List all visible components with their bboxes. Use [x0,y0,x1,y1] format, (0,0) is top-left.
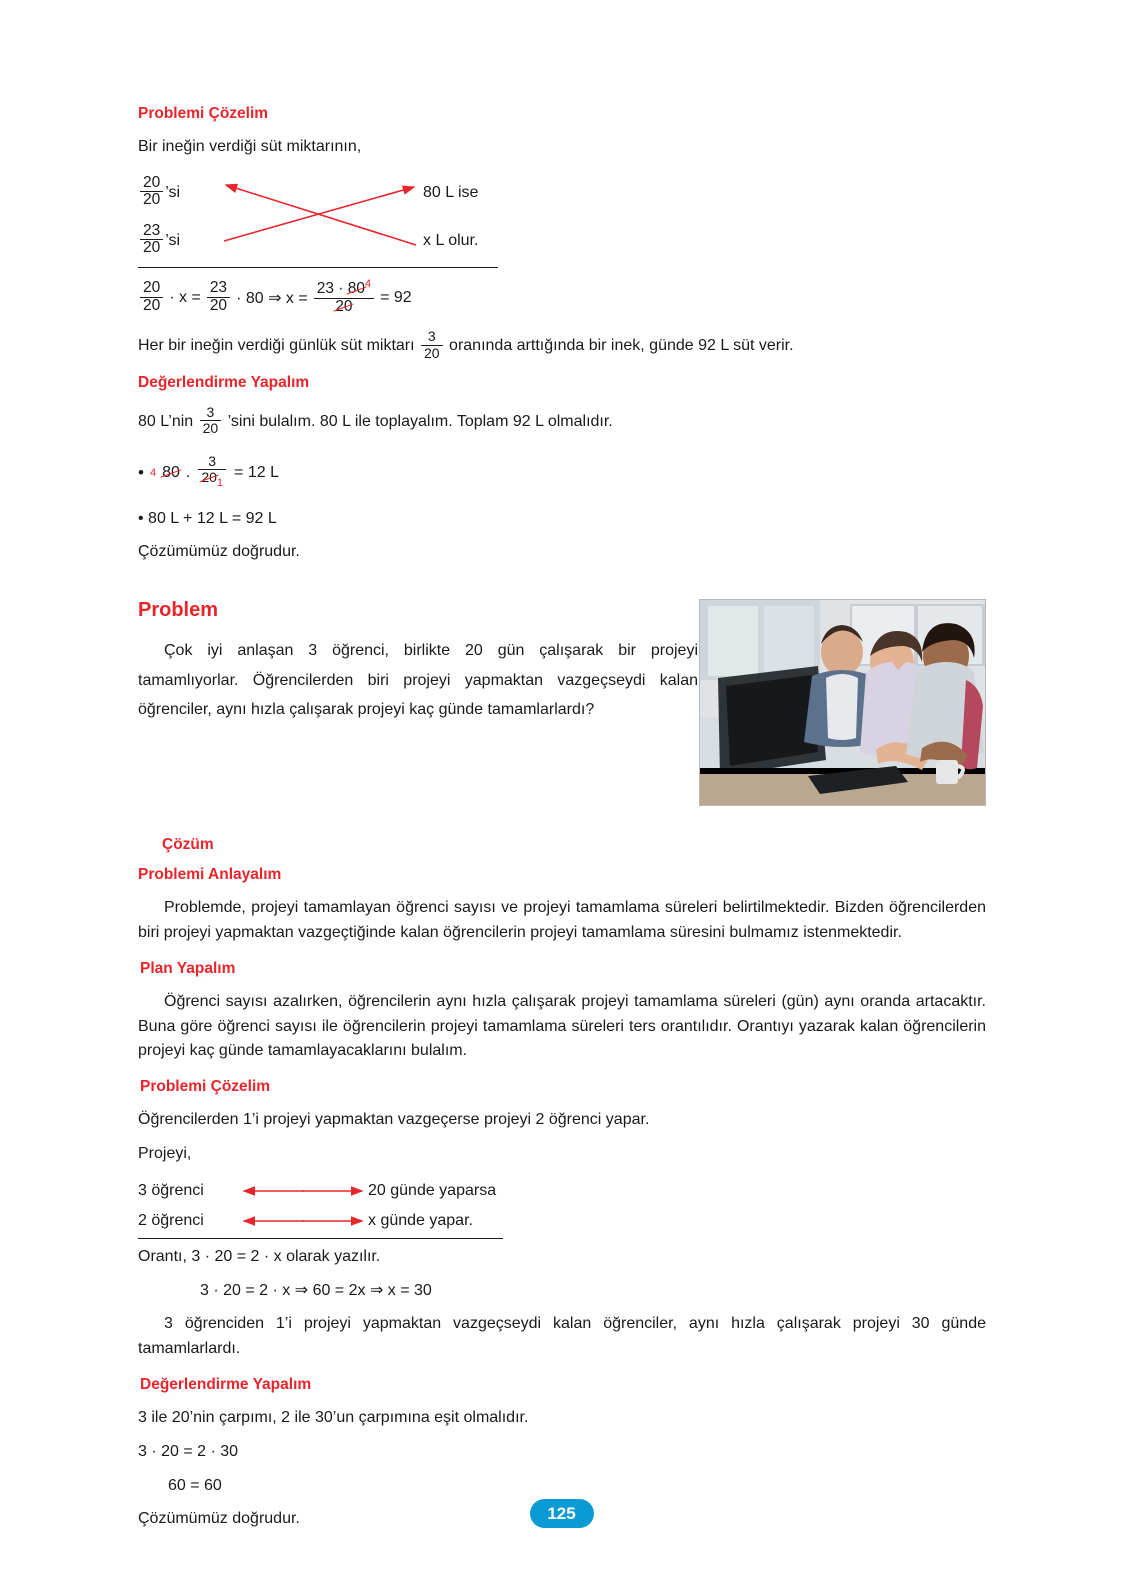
proportion-row-2 [138,217,558,265]
proportion-right-value-1: 80 L ise [423,183,479,201]
intro-line: Bir ineğin verdiği süt miktarının, [138,138,362,155]
heading-problemi-cozelim-1: Problemi Çözelim [138,105,269,122]
horizontal-rule-1 [138,267,498,268]
fraction-denominator: 20 [200,420,222,436]
equation-operator-2: · 80 ⇒ x = [236,290,308,308]
fraction-suffix: ’si [165,183,181,201]
fraction-23-20 [138,221,213,258]
solve-line-1: Öğrencilerden 1’i projeyi yapmaktan vazgeçerse projeyi 2 öğrenci yapar. [138,1111,650,1129]
understand-text: Problemde, projeyi tamamlayan öğrenci sayısı ve projeyi tamamlama süreleri belirtilmektedir. Bizden öğrencilerden biri projeyi yapmaktan vazgeçtiğinde kalan öğrencilerin projeyi tamamlama süresini bulmamız istenmektedir. [138,899,986,942]
evaluate-text-b: ’sini bulalım. 80 L ile toplayalım. Toplam 92 L olmalıdır. [227,412,613,430]
closing-line-1: Çözümümüz doğrudur. [138,543,300,561]
fraction-denominator: 20 [207,297,230,315]
fraction-numerator: 20 [143,278,161,296]
fraction-numerator: 20 [143,173,161,191]
problem-section [138,599,986,814]
fraction-denominator: 20 [421,345,443,361]
proportion-row-3 [138,1176,538,1206]
fraction-numerator: 23 [209,278,228,296]
cancelled-80: 80 [162,463,180,481]
heading-problem: Problem [138,599,219,622]
conclusion-text-b: oranında arttığında bir inek, günde 92 L süt verir. [449,337,794,355]
proportion-block-2 [138,1176,538,1239]
heading-plan-yapalim: Plan Yapalım [140,959,236,977]
evaluate-line-5: Çözümümüz doğrudur. [138,1510,300,1528]
students-at-computer-photo [699,599,986,806]
evaluate-line-3: 3 · 20 = 2 · 30 [138,1442,239,1460]
evaluate-line-4: 60 = 60 [168,1476,222,1494]
heading-problemi-anlayalim: Problemi Anlayalım [138,866,282,884]
proportion-row-4 [138,1206,538,1236]
heading-problemi-cozelim-2: Problemi Çözelim [140,1078,271,1096]
solve-line-5: 3 öğrenciden 1’i projeyi yapmaktan vazgeçseydi kalan öğrenciler, aynı hızla çalışarak projeyi 30 günde tamamlarlardı. [138,1315,986,1358]
fraction-numerator: 3 [427,328,436,345]
conclusion-text-a: Her bir ineğin verdiği günlük süt miktarı [138,337,415,355]
evaluate-line-1 [138,403,986,437]
fraction-numerator: 3 [206,403,215,420]
double-arrow-icon-2 [238,1211,368,1231]
horizontal-rule-2 [138,1238,503,1239]
proportion-left-1: 3 öğrenci [138,1181,204,1199]
fraction-suffix: ’si [165,231,181,249]
evaluate-line-2: 3 ile 20’nin çarpımı, 2 ile 30’un çarpımına eşit olmalıdır. [138,1409,529,1426]
fraction-denominator: 20 [140,297,163,315]
solve-line-2: Projeyi, [138,1145,192,1163]
proportion-right-3: 20 günde yaparsa [368,1181,497,1199]
photo-illustration [700,600,985,805]
bullet-item-2: • 80 L + 12 L = 92 L [138,509,277,527]
cancel-superscript-4b: 4 [149,466,157,479]
solve-line-3: Orantı, 3 · 20 = 2 · x olarak yazılır. [138,1247,381,1265]
fraction-result-eq [314,279,374,316]
equation-result: = 92 [380,289,412,307]
bullet-dot: • [138,463,144,483]
fraction-3-20-inline [421,329,443,360]
plan-text: Öğrenci sayısı azalırken, öğrencilerin aynı hızla çalışarak projeyi tamamlama süreleri (gün) aynı oranda artacaktır. Buna göre öğrenci sayısı ile öğrencilerin projeyi tamamlama süreleri ters orantılıdır. Orantıyı yazarak kalan öğrencilerin projeyi kaç günde tamamlayacaklarını bulalım. [138,992,986,1060]
proportion-left-2: 2 öğrenci [138,1211,204,1229]
heading-degerlendirme-yapalim-2: Değerlendirme Yapalım [140,1376,312,1393]
bullet-item-1 [138,452,986,491]
fraction-denominator: 20 [140,191,163,209]
fraction-3-20-inline-2 [200,405,222,436]
equation-line-1 [138,277,986,317]
denominator-cancelled-20: 20 [335,297,353,315]
conclusion-line-1 [138,330,986,361]
page-number-badge: 125 [530,1499,594,1528]
proportion-right-value-2: x L olur. [423,231,479,249]
heading-cozum: Çözüm [162,836,214,854]
multiply-dot: . [185,463,191,481]
evaluate-text-a: 80 L’nin [138,412,194,430]
fraction-numerator: 23 [143,221,161,239]
cancel-subscript-1: 1 [216,476,224,489]
cancel-superscript-4: 4 [364,277,372,290]
fraction-20-20-eq [140,280,163,314]
fraction-numerator: 3 [208,452,217,469]
fraction-20-20 [138,173,213,210]
equation-operator-1: · x = [169,289,201,307]
fraction-23-20-eq [207,280,230,314]
heading-degerlendirme-yapalim-1: Değerlendirme Yapalım [138,373,310,391]
fraction-denominator [314,298,374,316]
solve-line-4: 3 · 20 = 2 · x ⇒ 60 = 2x ⇒ x = 30 [200,1281,432,1299]
page-content [138,105,986,1541]
fraction-3-20-bullet [198,454,226,490]
proportion-cross-block-1 [138,169,558,265]
fraction-denominator: 20 [140,239,163,257]
bullet-result: = 12 L [234,463,279,481]
proportion-right-4: x günde yapar. [368,1211,473,1229]
proportion-row-1 [138,169,558,217]
numerator-cancelled-80: 80 [347,279,365,297]
fraction-denominator [198,469,226,490]
numerator-part-a: 23 · [316,279,348,297]
double-arrow-icon-1 [238,1181,368,1201]
cancelled-20: 20 [201,468,217,485]
problem-statement: Çok iyi anlaşan 3 öğrenci, birlikte 20 gün çalışarak bir projeyi tamamlıyorlar. Öğrencilerden biri projeyi yapmaktan vazgeçseydi kalan öğrenciler, aynı hızla çalışarak projeyi kaç günde tamamlarlardı? [138,642,698,719]
fraction-numerator [314,279,374,298]
